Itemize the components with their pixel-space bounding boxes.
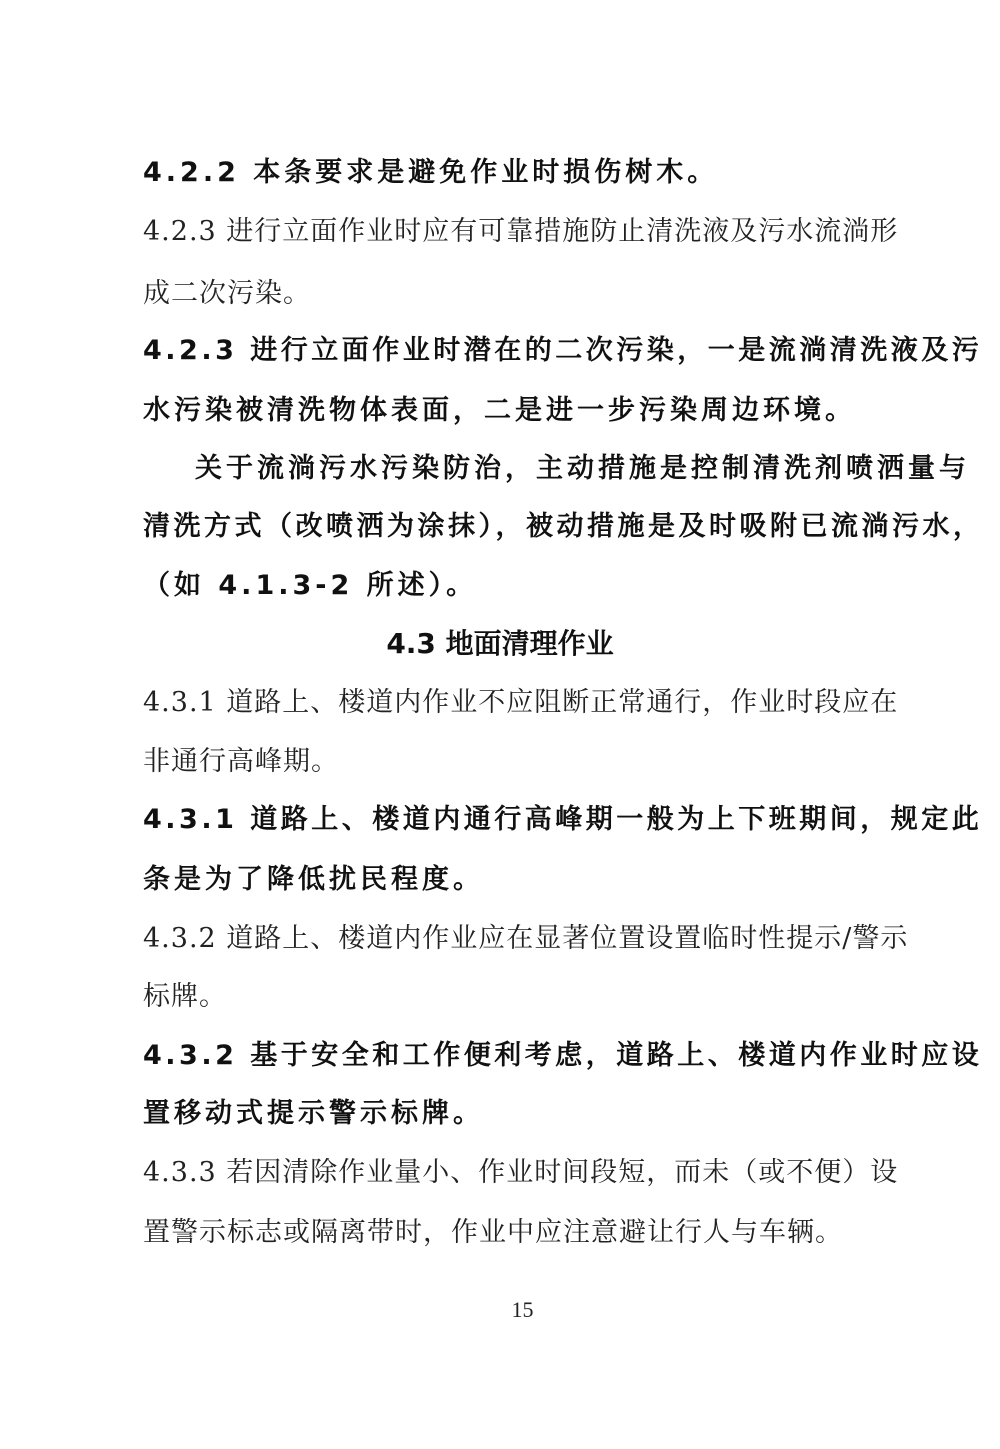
commentary-4-2-3-line-3: 关于流淌污水污染防治，主动措施是控制清洗剂喷洒量与 (195, 453, 970, 484)
commentary-4-3-1-line-1: 4.3.1 道路上、楼道内通行高峰期一般为上下班期间，规定此 (143, 804, 983, 835)
clause-4-3-3-line-1: 4.3.3 若因清除作业量小、作业时间段短，而未（或不便）设 (143, 1157, 899, 1188)
commentary-4-3-2-line-2: 置移动式提示警示标牌。 (143, 1098, 484, 1129)
commentary-4-2-3-line-1: 4.2.3 进行立面作业时潜在的二次污染，一是流淌清洗液及污 (143, 335, 983, 366)
commentary-4-2-2-line-1: 4.2.2 本条要求是避免作业时损伤树木。 (143, 157, 719, 188)
clause-4-2-3-line-1: 4.2.3 进行立面作业时应有可靠措施防止清洗液及污水流淌形 (143, 216, 899, 247)
commentary-4-2-3-line-4: 清洗方式（改喷洒为涂抹），被动措施是及时吸附已流淌污水， (143, 511, 984, 542)
clause-4-3-1-line-2: 非通行高峰期。 (143, 746, 339, 777)
clause-4-3-1-line-1: 4.3.1 道路上、楼道内作业不应阻断正常通行，作业时段应在 (143, 687, 899, 718)
commentary-4-3-1-line-2: 条是为了降低扰民程度。 (143, 864, 484, 895)
commentary-4-2-3-line-2: 水污染被清洗物体表面，二是进一步污染周边环境。 (143, 395, 856, 426)
clause-4-3-2-line-2: 标牌。 (143, 981, 227, 1012)
commentary-4-2-3-line-5: （如 4.1.3-2 所述）。 (143, 570, 478, 601)
clause-4-3-2-line-1: 4.3.2 道路上、楼道内作业应在显著位置设置临时性提示/警示 (143, 923, 909, 954)
section-heading-4-3: 4.3 地面清理作业 (386, 627, 614, 660)
clause-4-3-3-line-2: 置警示标志或隔离带时，作业中应注意避让行人与车辆。 (143, 1217, 843, 1248)
commentary-4-3-2-line-1: 4.3.2 基于安全和工作便利考虑，道路上、楼道内作业时应设 (143, 1040, 983, 1071)
page-number: 15 (511, 1297, 534, 1322)
clause-4-2-3-line-2: 成二次污染。 (143, 278, 311, 309)
